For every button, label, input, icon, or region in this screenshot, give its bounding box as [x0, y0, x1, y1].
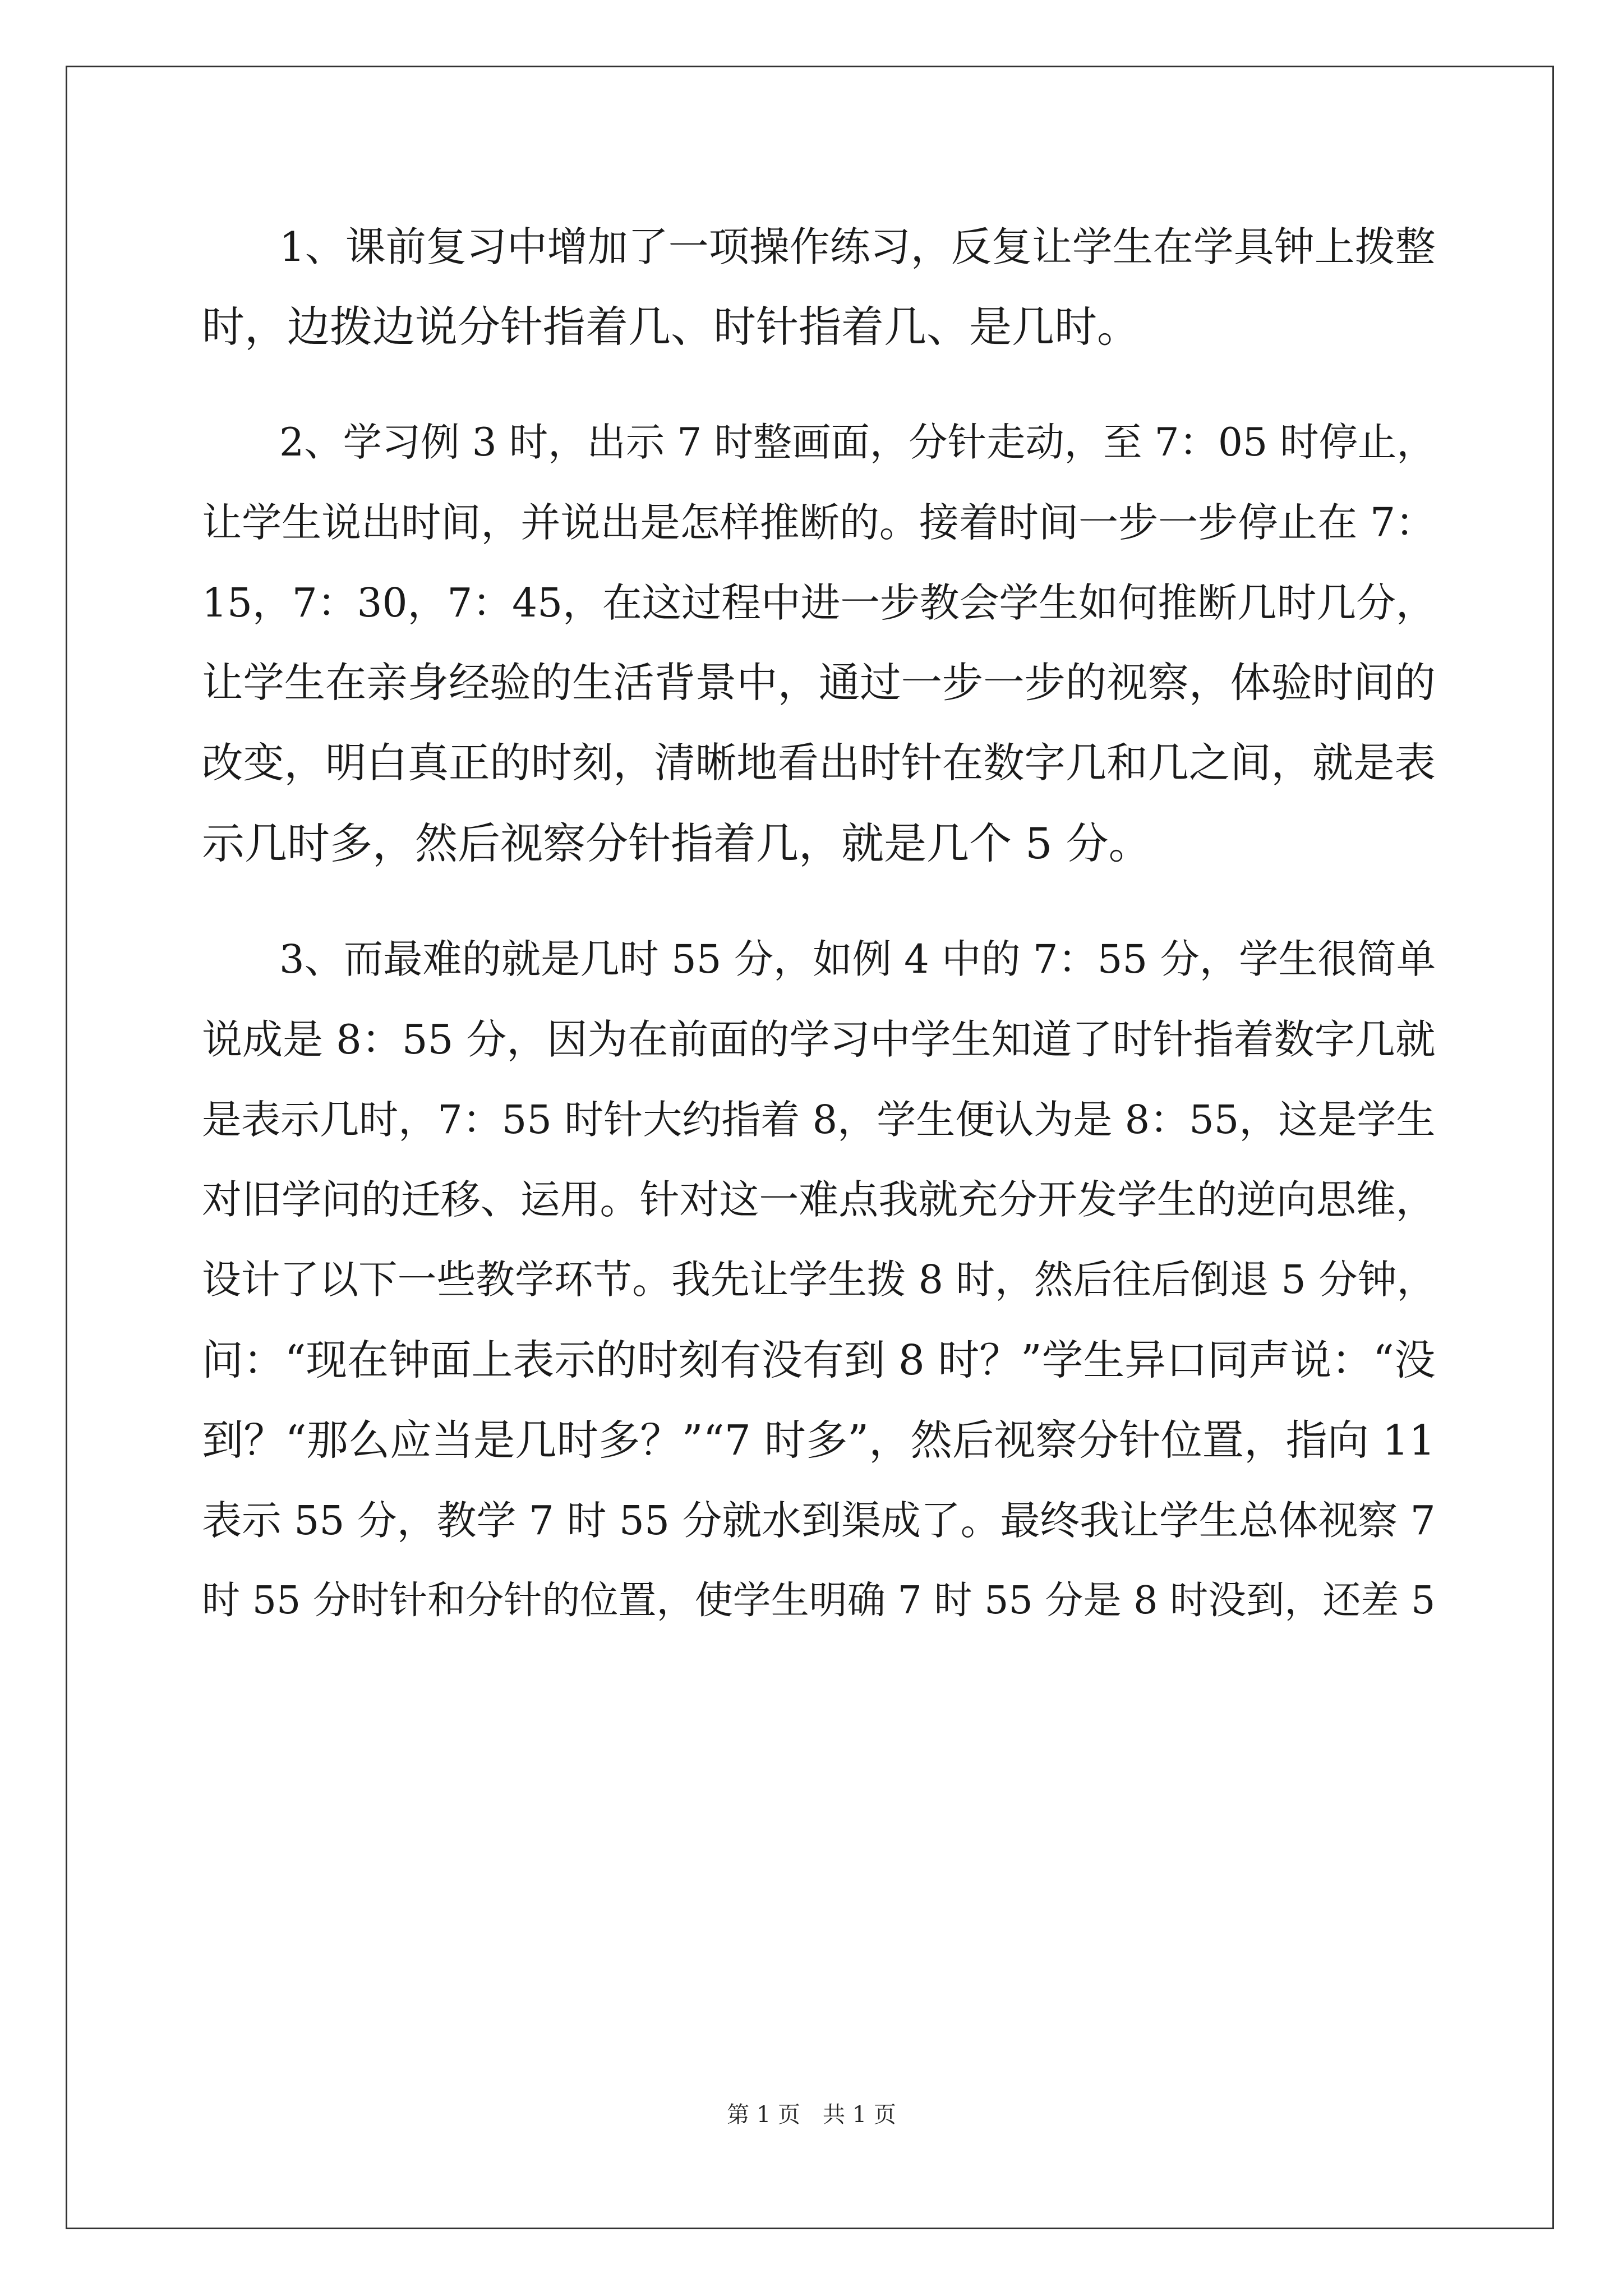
- page-footer: 第 1 页 共 1 页: [727, 2102, 896, 2128]
- paragraph-3-line-8: 表示 55 分，教学 7 时 55 分就水到渠成了。最终我让学生总体视察 7: [202, 1497, 1436, 1544]
- paragraph-3-line-2: 说成是 8：55 分，因为在前面的学习中学生知道了时针指着数字几就: [202, 1016, 1436, 1063]
- paragraph-3-line-9: 时 55 分时针和分针的位置，使学生明确 7 时 55 分是 8 时没到，还差 5: [202, 1579, 1436, 1623]
- paragraph-2-line-4: 让学生在亲身经验的生活背景中，通过一步一步的视察，体验时间的: [202, 659, 1436, 707]
- paragraph-2-line-5: 改变，明白真正的时刻，清晰地看出时针在数字几和几之间，就是表: [202, 739, 1436, 787]
- paragraph-3-line-4: 对旧学问的迁移、运用。针对这一难点我就充分开发学生的逆向思维，: [202, 1176, 1436, 1223]
- paragraph-2-line-6: 示几时多，然后视察分针指着几，就是几个 5 分。: [202, 818, 1151, 868]
- paragraph-2-line-3: 15，7：30，7：45，在这过程中进一步教会学生如何推断几时几分，: [202, 579, 1436, 626]
- paragraph-3-line-7: 到？“那么应当是几时多？”“7 时多”，然后视察分针位置，指向 11: [202, 1416, 1436, 1465]
- paragraph-3-line-3: 是表示几时，7：55 时针大约指着 8，学生便认为是 8：55，这是学生: [202, 1097, 1436, 1143]
- paragraph-3-line-5: 设计了以下一些教学环节。我先让学生拨 8 时，然后往后倒退 5 分钟，: [202, 1257, 1436, 1303]
- paragraph-1-line-2: 时，边拨边说分针指着几、时针指着几、是几时。: [202, 302, 1140, 352]
- paragraph-2-line-2: 让学生说出时间，并说出是怎样推断的。接着时间一步一步停止在 7：: [202, 499, 1436, 546]
- paragraph-3-line-6: 问：“现在钟面上表示的时刻有没有到 8 时？”学生异口同声说：“没: [202, 1336, 1436, 1384]
- paragraph-3-line-1: 3、而最难的就是几时 55 分，如例 4 中的 7：55 分，学生很简单: [279, 936, 1436, 982]
- paragraph-1-line-1: 1、课前复习中增加了一项操作练习，反复让学生在学具钟上拨整: [279, 223, 1436, 270]
- paragraph-2-line-1: 2、学习例 3 时，出示 7 时整画面，分针走动，至 7：05 时停止，: [279, 420, 1436, 465]
